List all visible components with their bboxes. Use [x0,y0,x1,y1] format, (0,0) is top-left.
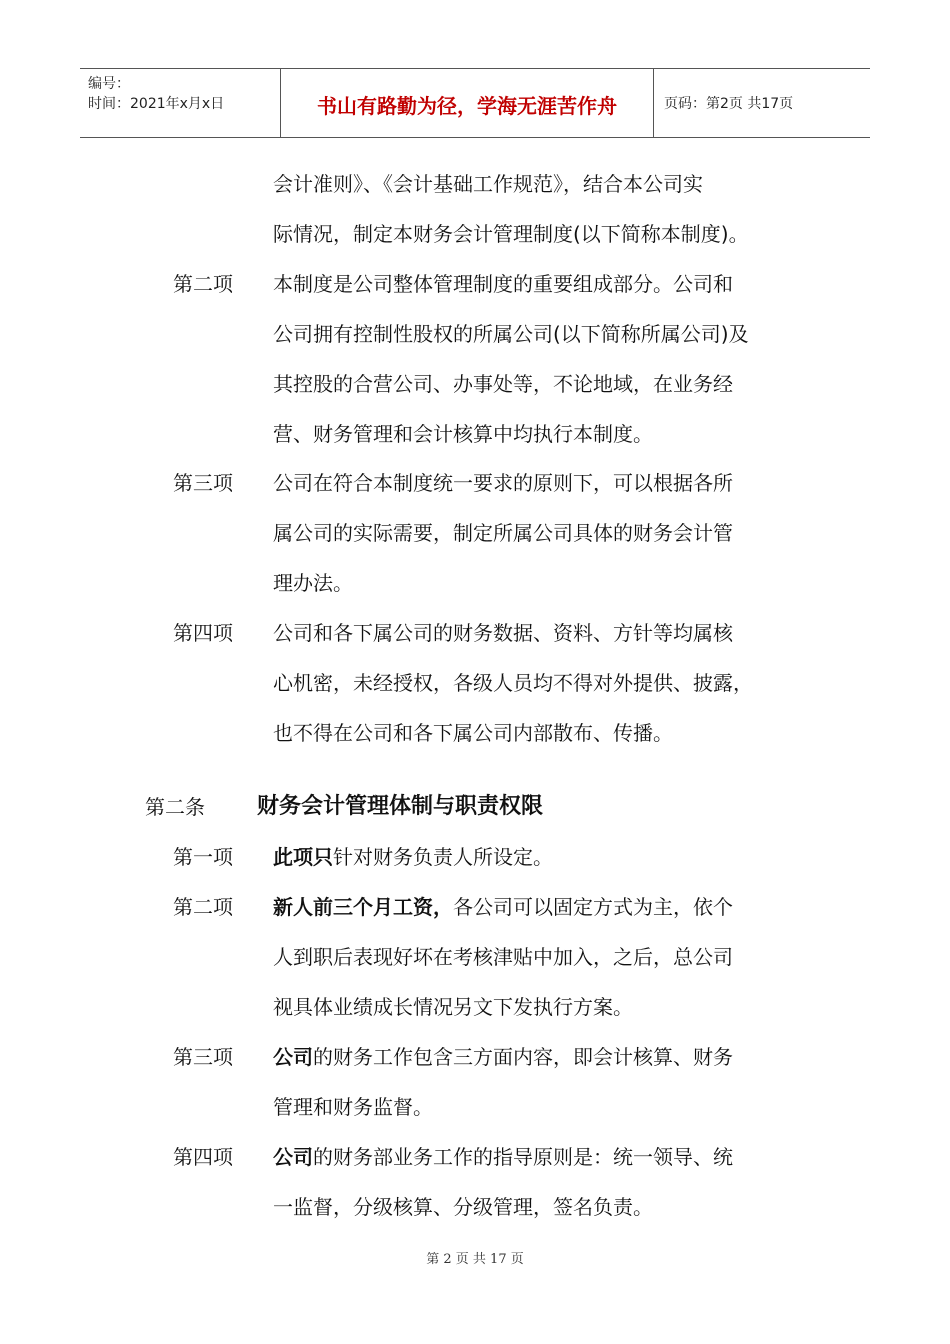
bold-lead: 新人前三个月工资， [273,895,453,919]
paragraph-line: 理办法。 [273,571,353,595]
paragraph-line [273,1043,733,1071]
paragraph-line: 际情况，制定本财务会计管理制度(以下简称本制度)。 [273,222,749,246]
header-meta-cell [80,69,281,137]
header-motto-cell [281,69,654,137]
paragraph-line: 公司和各下属公司的财务数据、资料、方针等均属核 [273,621,733,645]
paragraph-line: 人到职后表现好坏在考核津贴中加入，之后，总公司 [273,945,733,969]
paragraph-line: 其控股的合营公司、办事处等，不论地域，在业务经 [273,372,733,396]
paragraph-line: 也不得在公司和各下属公司内部散布、传播。 [273,721,673,745]
line-text: 各公司可以固定方式为主，依个 [453,895,733,919]
paragraph-line: 管理和财务监督。 [273,1095,433,1119]
item-label: 第三项 [173,471,233,495]
paragraph-line [273,893,733,921]
paragraph-line: 一监督，分级核算、分级管理，签名负责。 [273,1195,653,1219]
item-label: 第二项 [173,272,233,296]
bold-lead: 公司 [273,1145,313,1169]
header-page-info: 页码：第2页 共17页 [664,96,794,112]
paragraph-line: 公司在符合本制度统一要求的原则下，可以根据各所 [273,471,733,495]
item-label: 第三项 [173,1045,233,1069]
line-text: 的财务部业务工作的指导原则是：统一领导、统 [313,1145,733,1169]
header-motto: 书山有路勤为径，学海无涯苦作舟 [317,94,617,118]
article-title: 财务会计管理体制与职责权限 [257,794,544,819]
paragraph-line: 本制度是公司整体管理制度的重要组成部分。公司和 [273,272,733,296]
document-number-label: 编号： [88,76,130,92]
item-label: 第二项 [173,895,233,919]
page-footer: 第 2 页 共 17 页 [426,1252,524,1267]
paragraph-line [273,843,553,871]
paragraph-line: 心机密，未经授权，各级人员均不得对外提供、披露， [273,671,753,695]
line-text: 的财务工作包含三方面内容，即会计核算、财务 [313,1045,733,1069]
paragraph-line [273,1143,733,1171]
paragraph-line: 属公司的实际需要，制定所属公司具体的财务会计管 [273,521,733,545]
page-header [80,68,870,138]
bold-lead: 公司 [273,1045,313,1069]
document-date-label: 时间：2021年x月x日 [88,96,225,112]
paragraph-line: 公司拥有控制性股权的所属公司(以下简称所属公司)及 [273,322,749,346]
paragraph-line: 视具体业绩成长情况另文下发执行方案。 [273,995,633,1019]
item-label: 第四项 [173,1145,233,1169]
paragraph-line: 营、财务管理和会计核算中均执行本制度。 [273,422,653,446]
item-label: 第一项 [173,845,233,869]
bold-lead: 此项只 [273,845,333,869]
item-label: 第四项 [173,621,233,645]
header-page-cell [654,69,870,137]
line-text: 针对财务负责人所设定。 [333,845,553,869]
article-label: 第二条 [145,795,205,819]
paragraph-line: 会计准则》、《会计基础工作规范》，结合本公司实 [273,172,703,196]
